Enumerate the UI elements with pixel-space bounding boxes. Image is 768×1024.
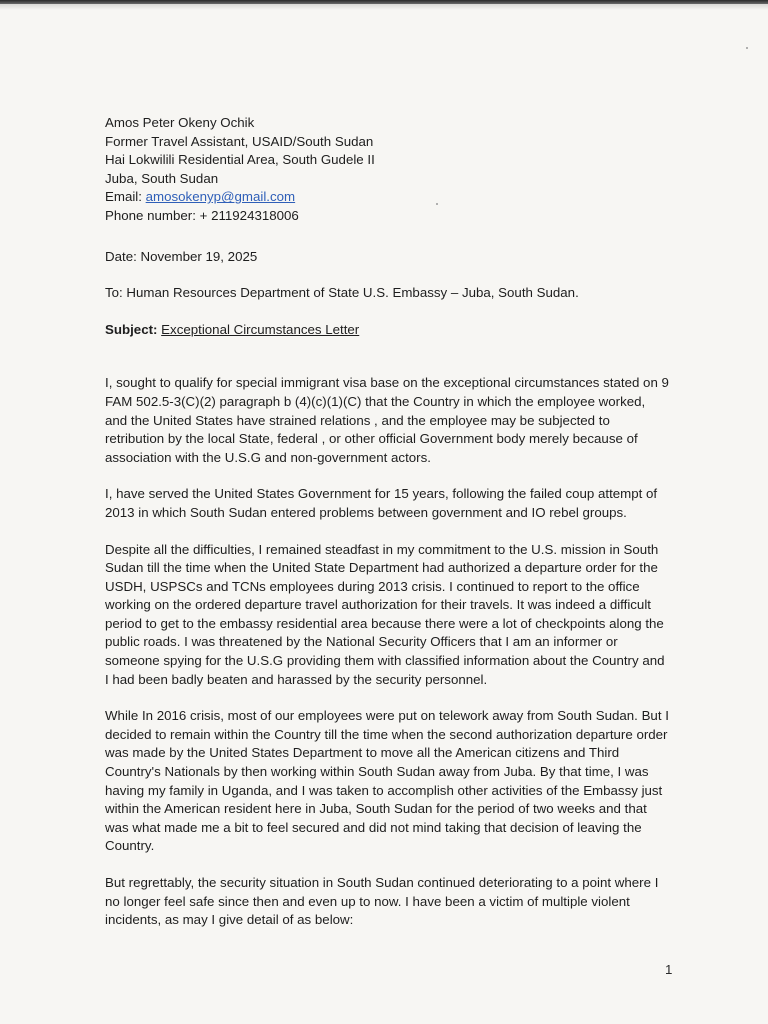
paragraph-line: retribution by the local State, federal , or other official Government body merely because of — [105, 431, 638, 447]
paragraph-line: I, have served the United States Government for 15 years, following the failed coup attempt of — [105, 486, 658, 502]
sender-email-line — [105, 188, 675, 207]
paragraph-line: was made by the United States Department to move all the American citizens and Third — [105, 745, 620, 761]
letter-recipient: To: Human Resources Department of State U.S. Embassy – Juba, South Sudan. — [105, 285, 579, 301]
letter-subject — [105, 321, 675, 340]
sender-name: Amos Peter Okeny Ochik — [105, 115, 255, 130]
paragraph-line: I had been badly beaten and harassed by the security personnel. — [105, 671, 488, 687]
paragraph-line: 2013 in which South Sudan entered problems between government and IO rebel groups. — [105, 504, 627, 520]
paragraph-line: Country's Nationals by then working within South Sudan away from Juba. By that time, I was — [105, 764, 649, 780]
page-number: 1 — [665, 962, 673, 977]
letter-date: Date: November 19, 2025 — [105, 248, 258, 264]
paragraph-line: association with the U.S.G and non-government actors. — [105, 449, 431, 465]
email-link[interactable]: amosokenyp@gmail.com — [145, 189, 296, 205]
paragraph-line: decided to remain within the Country till the time when the second authorization departure order — [105, 726, 668, 742]
paragraph-line: FAM 502.5-3(C)(2) paragraph b (4)(c)(1)(C) that the Country in which the employee worked, — [105, 393, 646, 409]
paragraph-line: period to get to the embassy residential area because there were a lot of checkpoints along the — [105, 615, 664, 631]
subject-text: Exceptional Circumstances Letter — [161, 321, 360, 337]
body-paragraph-3 — [105, 541, 675, 690]
paragraph-line: was what made me a bit to feel secured and did not mind taking that decision of leaving the — [105, 819, 642, 835]
paragraph-line: Despite all the difficulties, I remained steadfast in my commitment to the U.S. mission in South — [105, 541, 659, 557]
scan-shadow — [0, 4, 768, 10]
paragraph-line: public roads. I was threatened by the National Security Officers that I am an informer or — [105, 634, 618, 650]
email-label: Email: — [105, 189, 146, 205]
paragraph-line: I, sought to qualify for special immigrant visa base on the exceptional circumstances stated on 9 — [105, 375, 669, 391]
body-paragraph-5 — [105, 874, 675, 930]
paragraph-line: Sudan till the time when the United State Department had authorized a departure order for the — [105, 560, 658, 576]
sender-phone: Phone number: + 211924318006 — [105, 207, 299, 223]
paragraph-line: someone spying for the U.S.G providing them with classified information about the Country and — [105, 653, 665, 669]
paragraph-line: Country. — [105, 838, 155, 854]
paragraph-line: having my family in Uganda, and I was taken to accomplish other activities of the Embassy just — [105, 782, 663, 798]
paragraph-line: While In 2016 crisis, most of our employees were put on telework away from South Sudan. But I — [105, 708, 669, 724]
paragraph-line: and the United States have strained relations , and the employee may be subjected to — [105, 412, 610, 428]
body-paragraph-4 — [105, 707, 675, 856]
body-paragraph-1 — [105, 374, 675, 467]
paragraph-line: within the American resident here in Juba, South Sudan for the period of two weeks and that — [105, 801, 647, 817]
subject-label: Subject: — [105, 321, 158, 337]
paragraph-line: USDH, USPSCs and TCNs employees during 2013 crisis. I continued to report to the office — [105, 578, 640, 594]
sender-address-line2: Juba, South Sudan — [105, 170, 219, 186]
letter-document — [105, 114, 675, 930]
paragraph-line: no longer feel safe since then and even up to now. I have been a victim of multiple violent — [105, 893, 630, 909]
paragraph-line: working on the ordered departure travel authorization for their travels. It was indeed a difficult — [105, 597, 651, 613]
scan-speck — [436, 203, 438, 205]
paragraph-line: But regrettably, the security situation in South Sudan continued deteriorating to a point where I — [105, 875, 659, 890]
body-paragraph-2 — [105, 485, 675, 522]
paragraph-line: incidents, as may I give detail of as below: — [105, 912, 354, 928]
sender-block — [105, 114, 675, 226]
sender-address-line1: Hai Lokwilili Residential Area, South Gudele II — [105, 152, 375, 168]
scan-speck — [746, 47, 748, 49]
sender-title: Former Travel Assistant, USAID/South Sudan — [105, 133, 374, 149]
